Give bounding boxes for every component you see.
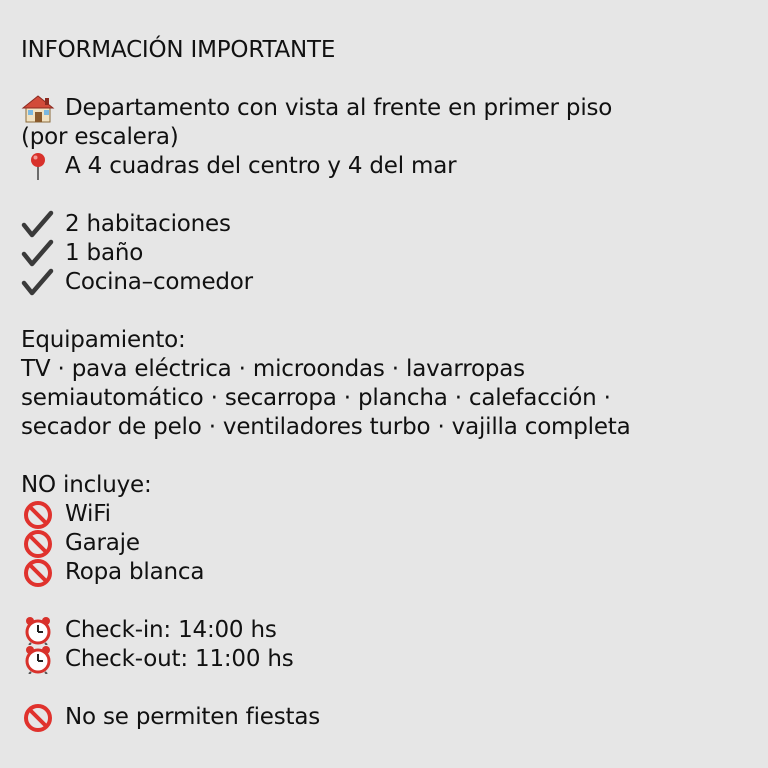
checkin-text: Check-in: 14:00 hs <box>65 617 277 643</box>
distance-line <box>21 152 751 181</box>
location-description: Departamento con vista al frente en primer piso <box>65 95 613 121</box>
room-item-label: 2 habitaciones <box>65 211 231 237</box>
equipment-list-line: TV · pava eléctrica · microondas · lavarropas <box>21 356 525 382</box>
house-icon <box>21 94 55 123</box>
check-mark-icon <box>21 268 55 297</box>
room-item-label: Cocina–comedor <box>65 269 253 295</box>
round-pushpin-icon <box>21 152 55 181</box>
equipment-list-line: secador de pelo · ventiladores turbo · vajilla completa <box>21 414 631 440</box>
not-included-heading: NO incluye: <box>21 472 152 498</box>
prohibited-icon <box>21 500 55 529</box>
not-included-label: Ropa blanca <box>65 559 205 585</box>
not-included-item <box>21 500 751 529</box>
equipment-list-line: semiautomático · secarropa · plancha · calefacción · <box>21 385 611 411</box>
page-title: INFORMACIÓN IMPORTANTE <box>21 37 336 63</box>
spacer <box>21 442 751 471</box>
alarm-clock-icon <box>21 645 55 674</box>
checkout-text: Check-out: 11:00 hs <box>65 646 294 672</box>
location-description-cont: (por escalera) <box>21 124 179 150</box>
spacer <box>21 587 751 616</box>
spacer <box>21 297 751 326</box>
equipment-heading: Equipamiento: <box>21 327 186 353</box>
not-included-item <box>21 529 751 558</box>
spacer <box>21 181 751 210</box>
checkin-line <box>21 616 751 645</box>
not-included-label: Garaje <box>65 530 140 556</box>
distance-text: A 4 cuadras del centro y 4 del mar <box>65 153 457 179</box>
check-mark-icon <box>21 210 55 239</box>
info-document <box>21 36 751 732</box>
prohibited-icon <box>21 529 55 558</box>
location-line <box>21 94 751 123</box>
room-item <box>21 239 751 268</box>
location-line-cont <box>21 123 751 152</box>
not-included-item <box>21 558 751 587</box>
alarm-clock-icon <box>21 616 55 645</box>
no-parties-line <box>21 703 751 732</box>
checkout-line <box>21 645 751 674</box>
check-mark-icon <box>21 239 55 268</box>
room-item <box>21 210 751 239</box>
not-included-label: WiFi <box>65 501 111 527</box>
prohibited-icon <box>21 703 55 732</box>
prohibited-icon <box>21 558 55 587</box>
room-item <box>21 268 751 297</box>
room-item-label: 1 baño <box>65 240 144 266</box>
no-parties-text: No se permiten fiestas <box>65 704 321 730</box>
spacer <box>21 674 751 703</box>
